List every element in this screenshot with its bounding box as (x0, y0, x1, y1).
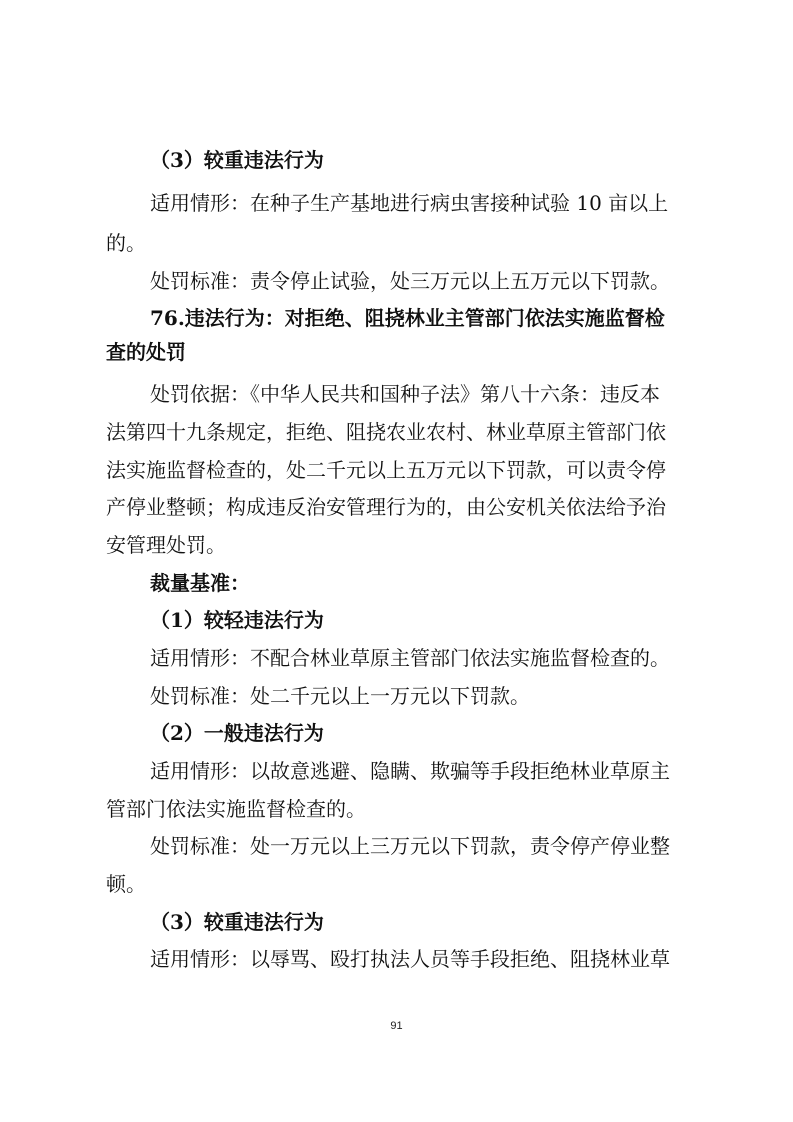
page-number: 91 (390, 1020, 403, 1032)
document-page: （3）较重违法行为 适用情形：在种子生产基地进行病虫害接种试验 10 亩以上 的。 处罚标准：责令停止试验，处三万元以上五万元以下罚款。 76.违法行为：对拒绝、阻挠林业主管部门依法实施监督检 查的处罚 处罚依据：《中华人民共和国种子法》第八十六条：违反本 法第四十九条规定，拒绝、阻挠农业农村、林业草原主管部门依 法实施监督检查的，处二千元以上五万元以下罚款，可以责令停 产停业整顿；构成违反治安管理行为的，由公安机关依法给予治 安管理处罚。 裁量基准： （1）较轻违法行为 适用情形：不配合林业草原主管部门依法实施监督检查的。 处罚标准：处二千元以上一万元以下罚款。 （2）一般违法行为 适用情形：以故意逃避、隐瞒、欺骗等手段拒绝林业草原主 管部门依法实施监督检查的。 处罚标准：处一万元以上三万元以下罚款，责令停产停业整 顿。 （3）较重违法行为 适用情形：以辱骂、殴打执法人员等手段拒绝、阻挠林业草 91 (0, 0, 793, 1122)
